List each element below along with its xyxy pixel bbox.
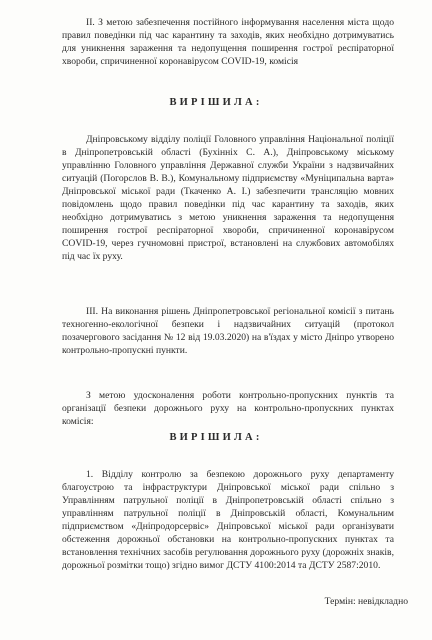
section-2-decided-heading: ВИРІШИЛА:: [169, 97, 263, 108]
section-2-intro-paragraph: II. З метою забезпечення постійного інформування населення міста щодо правил поведінки під час карантину та заходів, яких необхідно дотримуватись для уникнення зараження та недопущення поширення гострої респіраторної хвороби, спричиненної коронавірусом COVID-19, комісія: [62, 16, 394, 67]
section-3-decided-heading: ВИРІШИЛА:: [169, 432, 263, 443]
section-3-intro-paragraph: III. На виконання рішень Дніпропетровської регіональної комісії з питань техногенно-екологічної безпеки і надзвичайних ситуацій (протокол позачергового засідання № 12 від 19.03.2020) на в'їздах у місто Дніпро утворено контрольно-пропускні пункти.: [62, 305, 394, 356]
deadline-note: Термін: невідкладно: [324, 596, 408, 607]
section-2-decision-paragraph: Дніпровському відділу поліції Головного управління Національної поліції в Дніпропетровській області (Бухінніх С. А.), Дніпровському міському управлінню Головного управління Державної служби України з надзвичайних ситуацій (Погорслов В. В.), Комунальному підприємству «Муніципальна варта» Дніпровської міської ради (Ткаченко А. І.) забезпечити трансляцію мовних повідомлень щодо правил поведінки під час карантину та заходів, яких необхідно дотримуватись з метою уникнення зараження та недопущення поширення гострої респіраторної хвороби, спричиненної коронавірусом COVID-19, через гучномовні пристрої, встановлені на службових автомобілях під час їх руху.: [62, 133, 394, 263]
section-3-decision-paragraph: 1. Відділу контролю за безпекою дорожнього руху департаменту благоустрою та інфраструктури Дніпровської міської ради спільно з Управлінням патрульної поліції в Дніпропетровській області спільно з управлінням патрульної поліції в Дніпровській області, Комунальним підприємством «Дніпродорсервіс» Дніпровської міської ради організувати обстеження дорожньої обстановки на контрольно-пропускних пунктах та встановлення технічних засобів регулювання дорожнього руху (дорожніх знаків, дорожньої розмітки тощо) згідно вимог ДСТУ 4100:2014 та ДСТУ 2587:2010.: [62, 468, 394, 572]
section-3-purpose-paragraph: З метою удосконалення роботи контрольно-пропускних пунктів та організації безпеки дорожнього руху на контрольно-пропускних пунктах комісія:: [62, 389, 394, 427]
